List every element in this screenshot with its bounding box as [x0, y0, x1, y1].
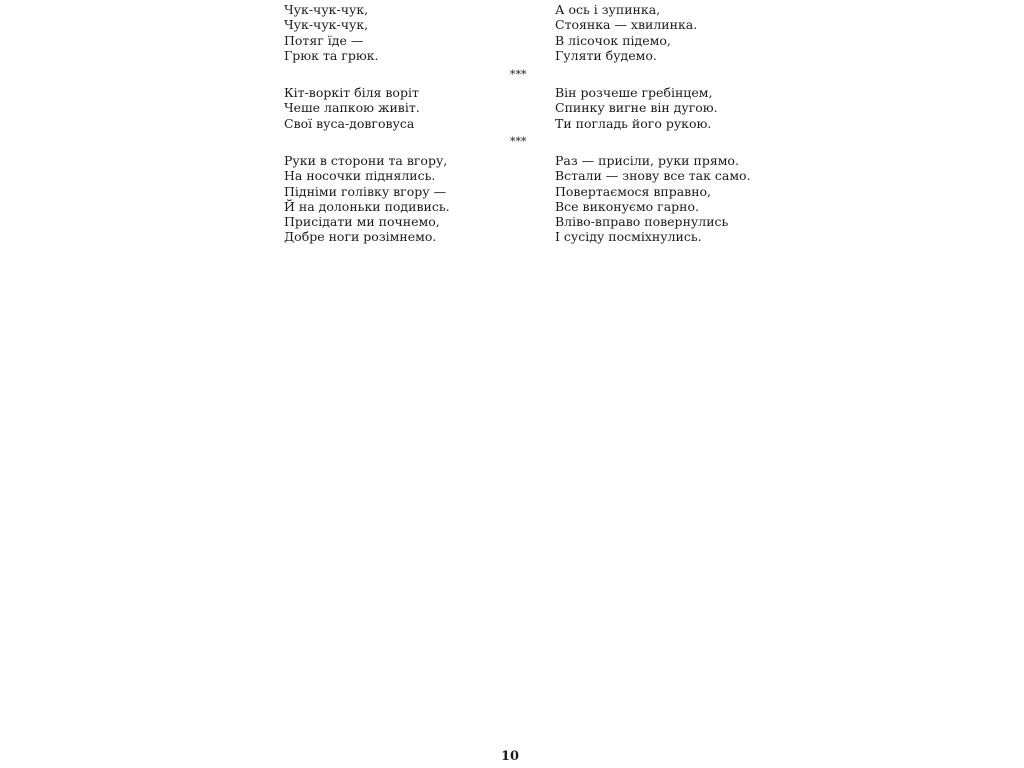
poem-line: Спинку вигне він дугою.: [555, 100, 718, 116]
poem-line: Руки в сторони та вгору,: [284, 153, 448, 168]
poem-line: Повертаємося вправно,: [555, 183, 712, 199]
poem-line: І сусіду посміхнулись.: [555, 229, 702, 245]
stanza-exercise-left: [284, 153, 450, 245]
stanza-cat-left: [284, 85, 420, 131]
page-number: 10: [500, 749, 520, 764]
poem-line: Ти погладь його рукою.: [555, 115, 712, 131]
poem-line: Свої вуса-довговуса: [284, 115, 415, 131]
poem-line: Він розчеше гребінцем,: [555, 85, 713, 100]
poem-line: Гуляти будемо.: [555, 47, 657, 63]
poem-line: В лісочок підемо,: [555, 32, 671, 48]
stanza-cat-right: [555, 85, 718, 131]
stanza-train-right: [555, 2, 697, 63]
poem-line: Присідати ми почнемо,: [284, 214, 440, 230]
poem-line: Раз — присіли, руки прямо.: [555, 153, 739, 168]
poem-line: Вліво-вправо повернулись: [555, 214, 729, 230]
stanza-separator: ***: [510, 68, 527, 81]
poem-line: Грюк та грюк.: [284, 47, 379, 63]
stanza-train-left: [284, 2, 379, 63]
poem-line: Встали — знову все так само.: [555, 168, 751, 184]
stanza-exercise-right: [555, 153, 751, 245]
poem-line: Кіт-воркіт біля воріт: [284, 85, 419, 100]
poem-line: Чук-чук-чук,: [284, 2, 369, 17]
poem-line: Й на долоньки подивись.: [284, 198, 450, 214]
poem-line: Чук-чук-чук,: [284, 17, 369, 33]
poem-line: Добре ноги розімнемо.: [284, 229, 437, 245]
poem-line: На носочки піднялись.: [284, 168, 436, 184]
poem-line: Стоянка — хвилинка.: [555, 17, 698, 33]
stanza-separator: ***: [510, 135, 527, 148]
poem-line: Потяг їде —: [284, 32, 364, 48]
poem-line: А ось і зупинка,: [555, 2, 661, 17]
poem-line: Підніми голівку вгору —: [284, 183, 447, 199]
poem-line: Чеше лапкою живіт.: [284, 100, 420, 116]
poem-line: Все виконуємо гарно.: [555, 198, 700, 214]
